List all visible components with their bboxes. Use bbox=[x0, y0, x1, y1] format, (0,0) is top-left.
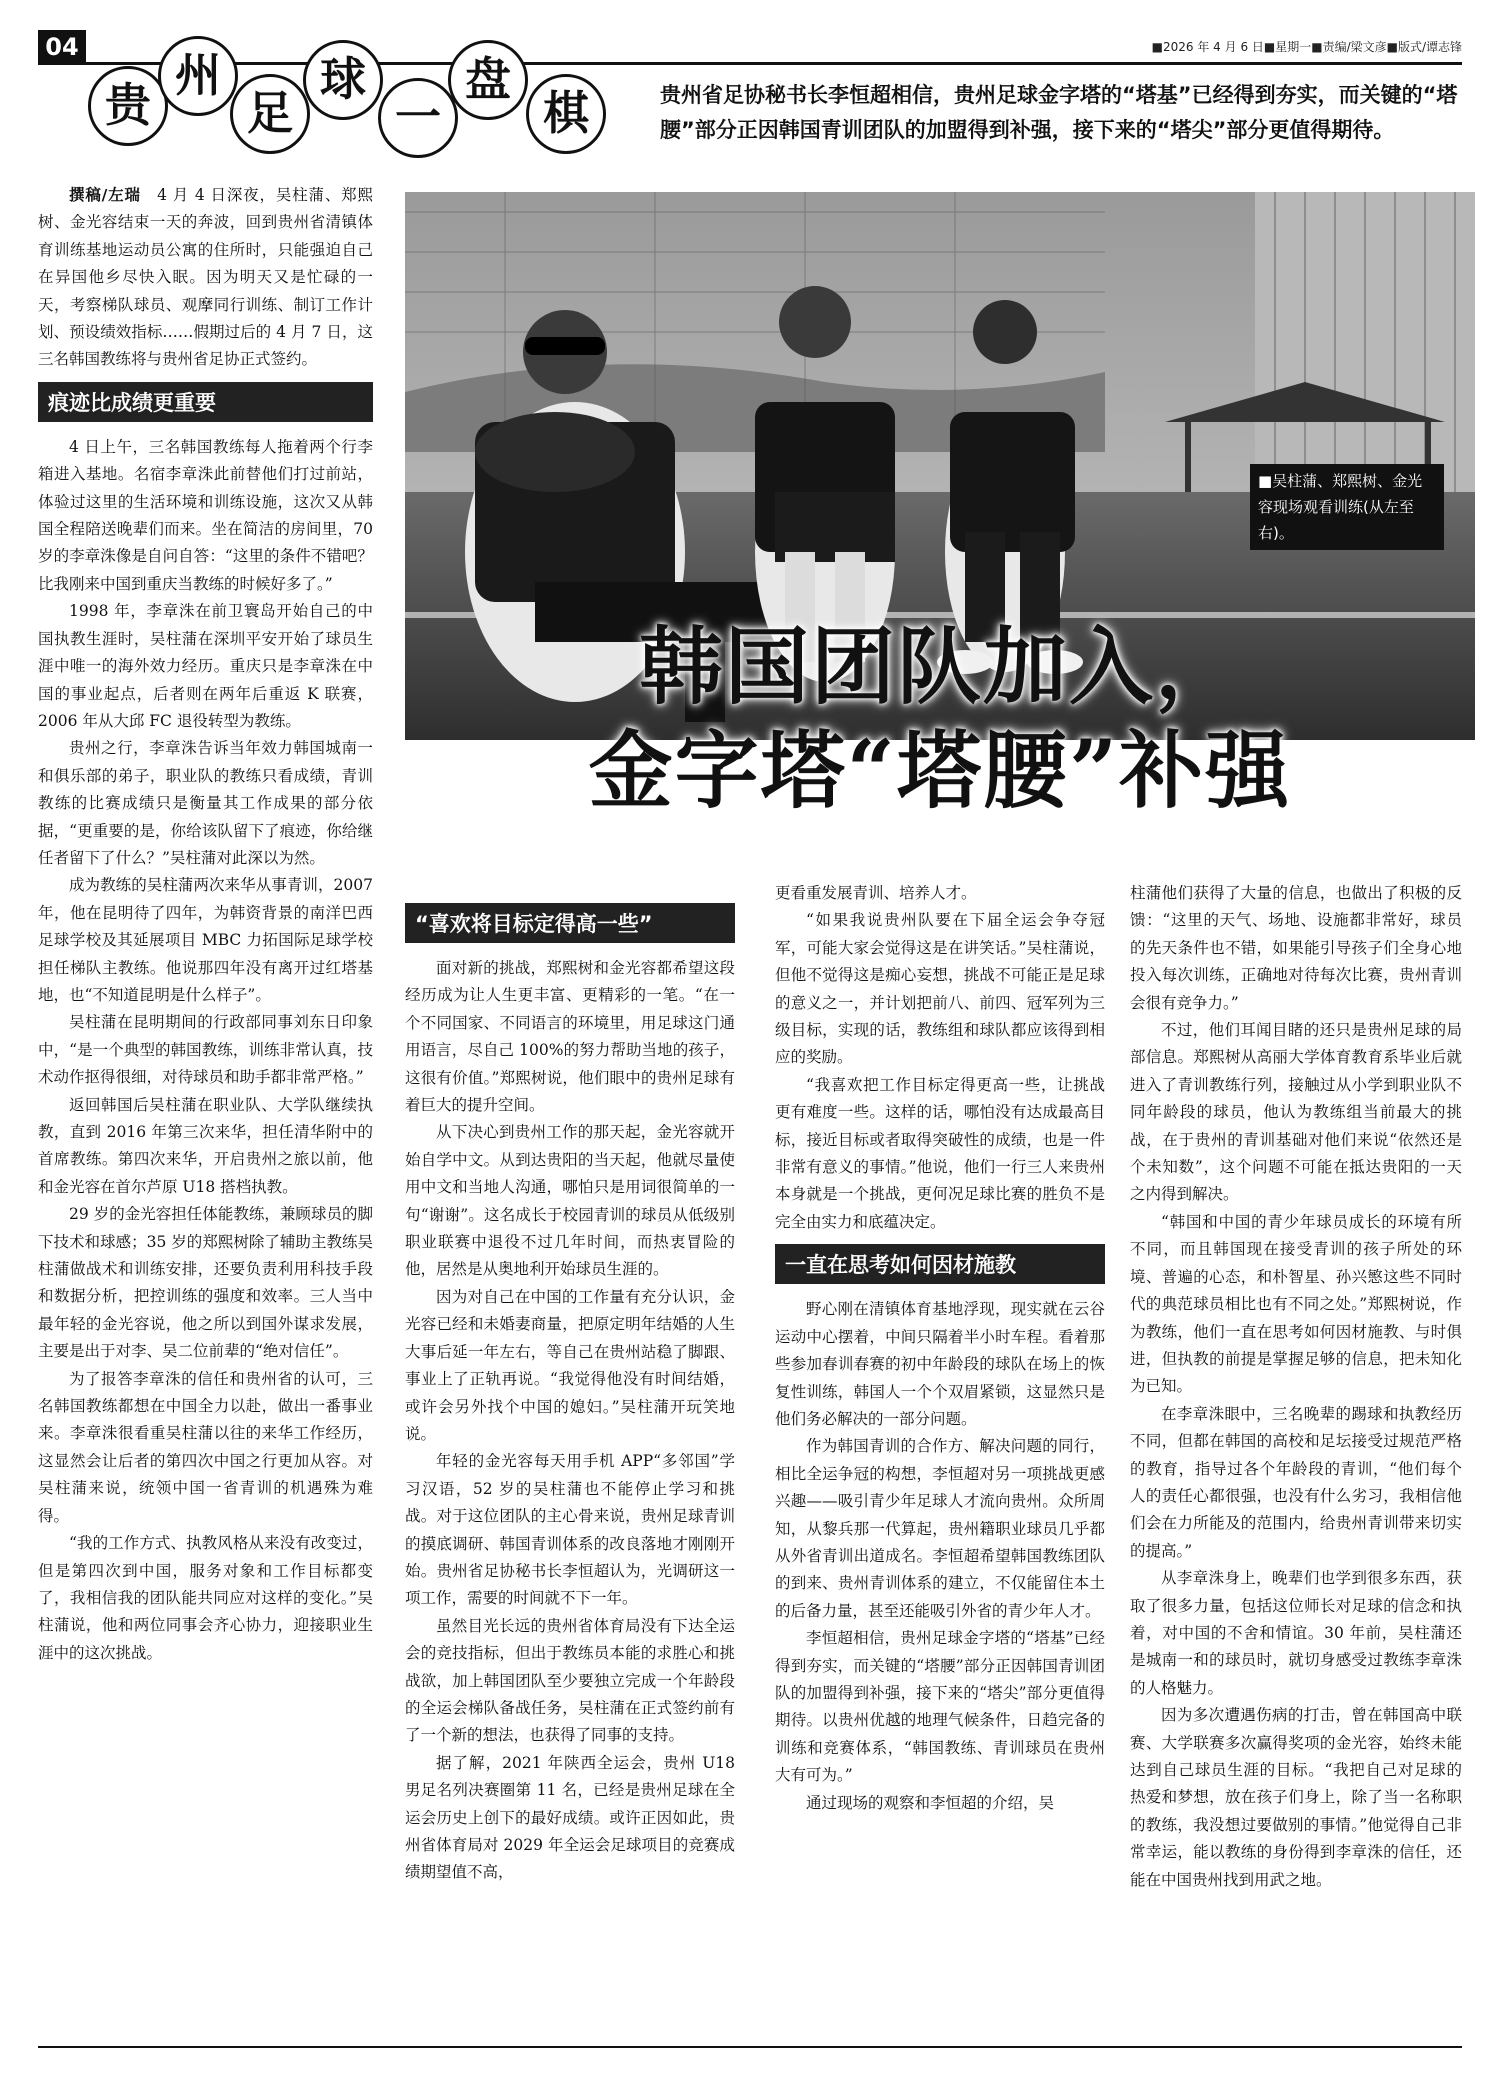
photo-caption: ■吴柱蒲、郑熙树、金光容现场观看训练(从左至右)。 bbox=[1250, 464, 1444, 550]
byline: 撰稿/左瑞 bbox=[69, 186, 141, 204]
article-paragraph: 柱蒲他们获得了大量的信息，也做出了积极的反馈：“这里的天气、场地、设施都非常好，球员的先天条件也不错，如果能引导孩子们全身心地投入每次训练，正确地对待每次比赛，贵州青训会很有竞争力。” bbox=[1130, 884, 1462, 1012]
column-4 bbox=[1130, 880, 1462, 1894]
article-paragraph: 为了报答李章洙的信任和贵州省的认可，三名韩国教练都想在中国全力以赴，做出一番事业来。李章洙很看重吴柱蒲以往的来华工作经历，这显然会让后者的第四次中国之行更加从容。对吴柱蒲来说，统领中国一省青训的机遇殊为难得。 bbox=[38, 1369, 373, 1525]
article-paragraph: 从下决心到贵州工作的那天起，金光容就开始自学中文。从到达贵阳的当天起，他就尽量使用中文和当地人沟通，哪怕只是用词很简单的一句“谢谢”。这名成长于校园青训的球员从低级别职业联赛中退役不过几年时间，而热衷冒险的他，居然是从奥地利开始球员生涯的。 bbox=[405, 1123, 735, 1279]
article-paragraph: 年轻的金光容每天用手机 APP“多邻国”学习汉语，52 岁的吴柱蒲也不能停止学习和挑战。对于这位团队的主心骨来说，贵州足球青训的摸底调研、韩国青训体系的改良落地才刚刚开始。贵州省足协秘书长李恒超认为，光调研这一项工作，需要的时间就不下一年。 bbox=[405, 1452, 735, 1608]
article-paragraph: 据了解，2021 年陕西全运会，贵州 U18 男足名列决赛圈第 11 名，已经是贵州足球在全运会历史上创下的最好成绩。或许正因如此，贵州省体育局对 2029 年全运会足球项目的竞赛成绩期望值不高， bbox=[405, 1753, 735, 1882]
series-char: 棋 bbox=[526, 74, 606, 154]
article-paragraph: 面对新的挑战，郑熙树和金光容都希望这段经历成为让人生更丰富、更精彩的一笔。“在一个不同国家、不同语言的环境里，用足球这门通用语言，尽自己 100%的努力帮助当地的孩子，这很有价值。”郑熙树说，他们眼中的贵州足球有着巨大的提升空间。 bbox=[405, 959, 735, 1115]
article-paragraph: 李恒超相信，贵州足球金字塔的“塔基”已经得到夯实，而关键的“塔腰”部分正因韩国青训团队的加盟得到补强，接下来的“塔尖”部分更值得期待。以贵州优越的地理气候条件，日趋完备的训练和竞赛体系，“韩国教练、青训球员在贵州大有可为。” bbox=[775, 1629, 1105, 1785]
series-char: 一 bbox=[378, 78, 458, 158]
intro-paragraph: 撰稿/左瑞 4 月 4 日深夜，吴柱蒲、郑熙树、金光容结束一天的奔波，回到贵州省清镇体育训练基地运动员公寓的住所时，只能强迫自己在异国他乡尽快入眠。因为明天又是忙碌的一天，考察梯队球员、观摩同行训练、制订工作计划、预设绩效指标……假期过后的 4 月 7 日，这三名韩国教练将与贵州省足协正式签约。 bbox=[38, 186, 373, 369]
column-1 bbox=[38, 182, 373, 1667]
article-paragraph: “我的工作方式、执教风格从来没有改变过，但是第四次到中国，服务对象和工作目标都变了，我相信我的团队能共同应对这样的变化。”吴柱蒲说，他和两位同事会齐心协力，迎接职业生涯中的这次挑战。 bbox=[38, 1534, 373, 1662]
article-paragraph: 1998 年，李章洙在前卫寰岛开始自己的中国执教生涯时，吴柱蒲在深圳平安开始了球员生涯中唯一的海外效力经历。重庆只是李章洙在中国的事业起点，后者则在两年后重返 K 联赛，2006 年从大邱 FC 退役转型为教练。 bbox=[38, 602, 373, 730]
article-paragraph: 成为教练的吴柱蒲两次来华从事青训，2007 年，他在昆明待了四年，为韩资背景的南洋巴西足球学校及其延展项目 MBC 力拓国际足球学校担任梯队主教练。他说那四年没有离开过红塔基地，也“不知道昆明是什么样子”。 bbox=[38, 876, 373, 1004]
article-paragraph: 更看重发展青训、培养人才。 bbox=[775, 884, 977, 902]
article-paragraph: 返回韩国后吴柱蒲在职业队、大学队继续执教，直到 2016 年第三次来华，担任清华附中的首席教练。第四次来华，开启贵州之旅以前，他和金光容在首尔芦原 U18 搭档执教。 bbox=[38, 1095, 373, 1196]
series-title bbox=[88, 36, 628, 166]
column-2 bbox=[405, 895, 735, 1887]
headline bbox=[405, 615, 1475, 823]
series-char: 贵 bbox=[88, 66, 168, 146]
article-paragraph: 因为对自己在中国的工作量有充分认识，金光容已经和未婚妻商量，把原定明年结婚的人生大事后延一年左右，等自己在贵州站稳了脚跟、事业上了正轨再说。“我觉得他没有时间结婚，或许会另外找个中国的媳妇。”吴柱蒲开玩笑地说。 bbox=[405, 1287, 735, 1443]
article-paragraph: 不过，他们耳闻目睹的还只是贵州足球的局部信息。郑熙树从高丽大学体育教育系毕业后就进入了青训教练行列，接触过从小学到职业队不同年龄段的球员，他认为教练组当前最大的挑战，在于贵州的青训基础对他们来说“依然还是个未知数”，这个问题不可能在抵达贵阳的一天之内得到解决。 bbox=[1130, 1021, 1462, 1204]
issue-meta: ■2026 年 4 月 6 日■星期一■责编/梁文彦■版式/谭志锋 bbox=[1151, 40, 1462, 54]
article-paragraph: 吴柱蒲在昆明期间的行政部同事刘东日印象中，“是一个典型的韩国教练，训练非常认真，技术动作抠得很细，对待球员和助手都非常严格。” bbox=[38, 1013, 373, 1087]
section-heading: “喜欢将目标定得高一些” bbox=[405, 903, 735, 943]
headline-line-2: 金字塔“塔腰”补强 bbox=[588, 721, 1292, 820]
article-paragraph: “我喜欢把工作目标定得更高一些，让挑战更有难度一些。这样的话，哪怕没有达成最高目标，接近目标或者取得突破性的成绩，也是一件非常有意义的事情。”他说，他们一行三人来贵州本身就是一个挑战，更何况足球比赛的胜负不是完全由实力和底蕴决定。 bbox=[775, 1075, 1105, 1231]
article-paragraph: 在李章洙眼中，三名晚辈的踢球和执教经历不同，但都在韩国的高校和足坛接受过规范严格的教育，指导过各个年龄段的青训，“他们每个人的责任心都很强，也没有什么劣习，我相信他们会在力所能及的范围内，给贵州青训带来切实的提高。” bbox=[1130, 1404, 1462, 1560]
section-heading: 痕迹比成绩更重要 bbox=[38, 382, 373, 422]
section-heading: 一直在思考如何因材施教 bbox=[775, 1244, 1105, 1284]
series-char: 足 bbox=[230, 74, 310, 154]
series-char: 盘 bbox=[448, 40, 528, 120]
article-paragraph: 虽然目光长远的贵州省体育局没有下达全运会的竞技指标，但出于教练员本能的求胜心和挑战欲，加上韩国团队至少要独立完成一个年龄段的全运会梯队备战任务，吴柱蒲在正式签约前有了一个新的想法，也获得了同事的支持。 bbox=[405, 1616, 735, 1745]
headline-line-1: 韩国团队加入， bbox=[638, 617, 1241, 716]
page-number: 04 bbox=[38, 30, 86, 64]
article-paragraph: “韩国和中国的青少年球员成长的环境有所不同，而且韩国现在接受青训的孩子所处的环境、普遍的心态，和朴智星、孙兴慜这些不同时代的典范球员相比也有不同之处。”郑熙树说，作为教练，他们一直在思考如何因材施教、与时俱进，但执教的前提是掌握足够的信息，把未知化为已知。 bbox=[1130, 1212, 1462, 1396]
column-3 bbox=[775, 880, 1105, 1817]
deck-summary: 贵州省足协秘书长李恒超相信，贵州足球金字塔的“塔基”已经得到夯实，而关键的“塔腰”部分正因韩国青训团队的加盟得到补强，接下来的“塔尖”部分更值得期待。 bbox=[660, 83, 1458, 142]
article-paragraph: 野心刚在清镇体育基地浮现，现实就在云谷运动中心摆着，中间只隔着半小时车程。看着那些参加春训春赛的初中年龄段的球队在场上的恢复性训练，韩国人一个个双眉紧锁，这显然只是他们务必解决的一部分问题。 bbox=[775, 1300, 1105, 1428]
series-char: 球 bbox=[303, 40, 383, 120]
article-paragraph: 作为韩国青训的合作方、解决问题的同行，相比全运争冠的构想，李恒超对另一项挑战更感兴趣——吸引青少年足球人才流向贵州。众所周知，从黎兵那一代算起，贵州籍职业球员几乎都从外省青训出道成名。李恒超希望韩国教练团队的到来、贵州青训体系的建立，不仅能留住本土的后备力量，甚至还能吸引外省的青少年人才。 bbox=[775, 1437, 1105, 1620]
article-paragraph: 通过现场的观察和李恒超的介绍，吴 bbox=[806, 1793, 1055, 1812]
article-paragraph: 从李章洙身上，晚辈们也学到很多东西，获取了很多力量，包括这位师长对足球的信念和执着，对中国的不舍和情谊。30 年前，吴柱蒲还是城南一和的球员时，就切身感受过教练李章洙的人格魅力。 bbox=[1130, 1569, 1462, 1697]
article-paragraph: 贵州之行，李章洙告诉当年效力韩国城南一和俱乐部的弟子，职业队的教练只看成绩，青训教练的比赛成绩只是衡量其工作成果的部分依据，“更重要的是，你给该队留下了痕迹，你给继任者留下了什么？”吴柱蒲对此深以为然。 bbox=[38, 739, 373, 867]
article-paragraph: 29 岁的金光容担任体能教练，兼顾球员的脚下技术和球感；35 岁的郑熙树除了辅助主教练吴柱蒲做战术和训练安排，还要负责利用科技手段和数据分析，把控训练的强度和效率。三人当中最年轻的金光容说，他之所以到国外谋求发展，主要是出于对李、吴二位前辈的“绝对信任”。 bbox=[38, 1205, 373, 1361]
bottom-rule bbox=[38, 2046, 1462, 2048]
article-paragraph: “如果我说贵州队要在下届全运会争夺冠军，可能大家会觉得这是在讲笑话。”吴柱蒲说，但他不觉得这是痴心妄想，挑战不可能正是足球的意义之一，并计划把前八、前四、冠军列为三级目标，实现的话，教练组和球队都应该得到相应的奖励。 bbox=[775, 911, 1105, 1067]
article-paragraph: 4 日上午，三名韩国教练每人拖着两个行李箱进入基地。名宿李章洙此前替他们打过前站，体验过这里的生活环境和训练设施，这次又从韩国全程陪送晚辈们而来。坐在简洁的房间里，70 岁的李章洙像是自问自答：“这里的条件不错吧？比我刚来中国到重庆当教练的时候好多了。” bbox=[38, 437, 373, 593]
series-char: 州 bbox=[158, 36, 238, 116]
article-paragraph: 因为多次遭遇伤病的打击，曾在韩国高中联赛、大学联赛多次赢得奖项的金光容，始终未能达到自己球员生涯的目标。“我把自己对足球的热爱和梦想，放在孩子们身上，除了当一名称职的教练，我没想过要做别的事情。”他觉得自己非常幸运，能以教练的身份得到李章洙的信任，还能在中国贵州找到用武之地。 bbox=[1130, 1706, 1462, 1889]
